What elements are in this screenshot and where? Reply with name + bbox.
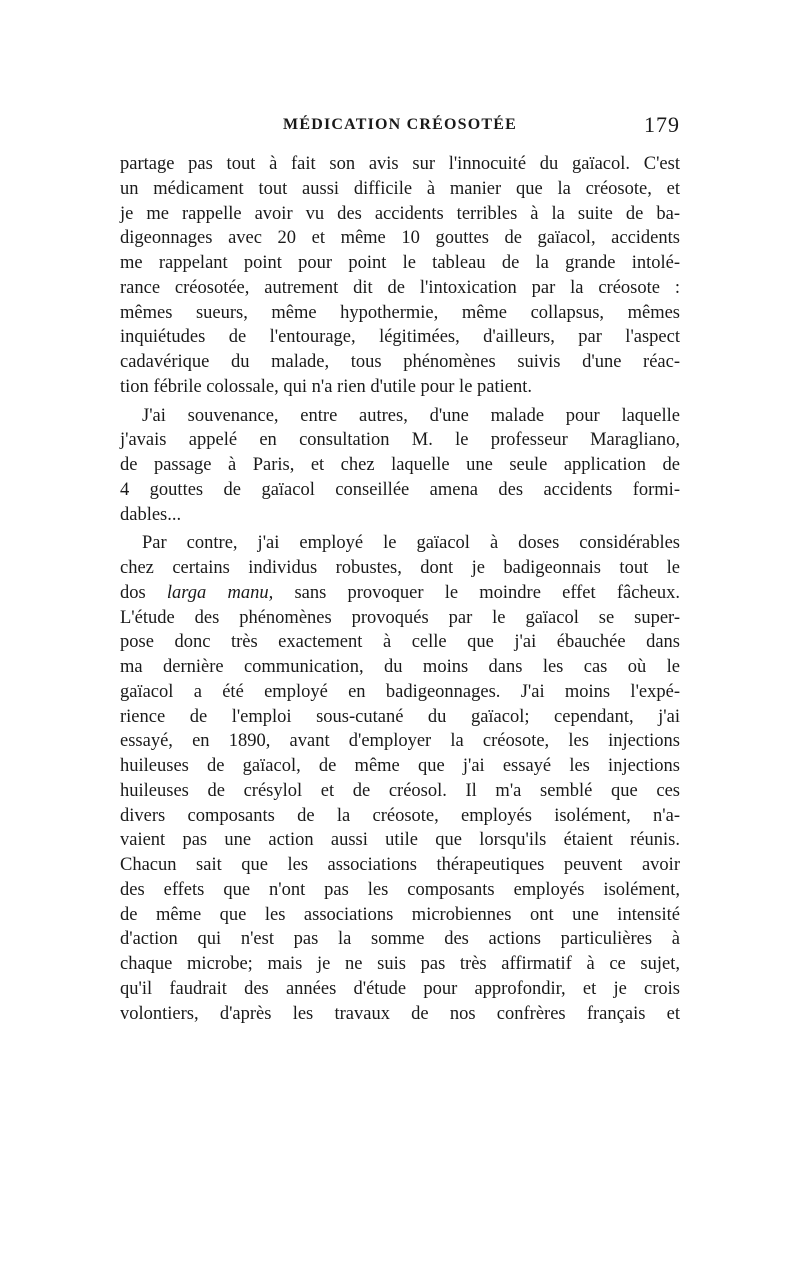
paragraph-1 (120, 152, 680, 400)
text-line: ma dernière communication, du moins dans les cas où le (120, 657, 680, 677)
text-line: rance créosotée, autrement dit de l'intoxication par la créosote : (120, 277, 680, 298)
italic-phrase: larga manu, (166, 582, 274, 603)
text-line: gaïacol a été employé en badigeonnages. J'ai moins l'expé- (120, 681, 680, 702)
text-line: de même que les associations microbiennes ont une intensité (120, 904, 680, 925)
text-line: huileuses de gaïacol, de même que j'ai essayé les injections (120, 756, 680, 776)
text-line: qu'il faudrait des années d'étude pour approfondir, et je crois (120, 978, 680, 999)
text-line-with-italic (120, 581, 680, 606)
text-line: me rappelant point pour point le tableau de la grande intolé- (120, 253, 680, 273)
text-line: Chacun sait que les associations thérapeutiques peuvent avoir (120, 855, 680, 875)
text-line: de passage à Paris, et chez laquelle une seule application de (120, 455, 680, 475)
text-line: tion fébrile colossale, qui n'a rien d'utile pour le patient. (120, 376, 533, 397)
text-line: divers composants de la créosote, employés isolément, n'a- (120, 805, 680, 826)
text-line: dables... (120, 504, 182, 525)
paragraph-3 (120, 531, 680, 1026)
text-line: essayé, en 1890, avant d'employer la créosote, les injections (120, 731, 680, 752)
text-line: vaient pas une action aussi utile que lorsqu'ils étaient réunis. (120, 830, 680, 851)
text-line: des effets que n'ont pas les composants employés isolément, (120, 879, 680, 900)
text-line: L'étude des phénomènes provoqués par le gaïacol se super- (120, 607, 680, 628)
text-line: volontiers, d'après les travaux de nos confrères français et (120, 1003, 680, 1024)
text-line: Par contre, j'ai employé le gaïacol à doses considérables (142, 533, 680, 554)
text-line: huileuses de crésylol et de créosol. Il m'a semblé que ces (120, 780, 680, 801)
text-line: chez certains individus robustes, dont je badigeonnais tout le (120, 558, 680, 578)
text-line: cadavérique du malade, tous phénomènes suivis d'une réac- (120, 352, 680, 372)
text-line: je me rappelle avoir vu des accidents terribles à la suite de ba- (120, 203, 680, 224)
text-line: d'action qui n'est pas la somme des actions particulières à (120, 929, 680, 950)
text-fragment: sans provoquer le moindre effet fâcheux. (294, 582, 681, 603)
body-text (120, 152, 680, 1026)
running-title: MÉDICATION CRÉOSOTÉE (283, 116, 517, 133)
paragraph-2 (120, 404, 680, 528)
text-line: rience de l'emploi sous-cutané du gaïacol; cependant, j'ai (120, 706, 680, 727)
text-line: mêmes sueurs, même hypothermie, même collapsus, mêmes (120, 302, 680, 323)
text-fragment: dos (120, 582, 146, 603)
page-number: 179 (644, 112, 680, 137)
text-line: pose donc très exactement à celle que j'ai ébauchée dans (120, 632, 680, 653)
text-line: 4 gouttes de gaïacol conseillée amena des accidents formi- (120, 479, 680, 500)
text-line: un médicament tout aussi difficile à manier que la créosote, et (120, 178, 680, 199)
text-line: partage pas tout à fait son avis sur l'innocuité du gaïacol. C'est (120, 154, 680, 174)
text-line: inquiétudes de l'entourage, légitimées, d'ailleurs, par l'aspect (120, 327, 680, 348)
text-line: digeonnages avec 20 et même 10 gouttes de gaïacol, accidents (120, 228, 680, 249)
text-line: j'avais appelé en consultation M. le professeur Maragliano, (120, 430, 680, 451)
running-head (120, 112, 680, 142)
text-line: chaque microbe; mais je ne suis pas très affirmatif à ce sujet, (120, 954, 680, 974)
text-line: J'ai souvenance, entre autres, d'une malade pour laquelle (142, 405, 680, 426)
